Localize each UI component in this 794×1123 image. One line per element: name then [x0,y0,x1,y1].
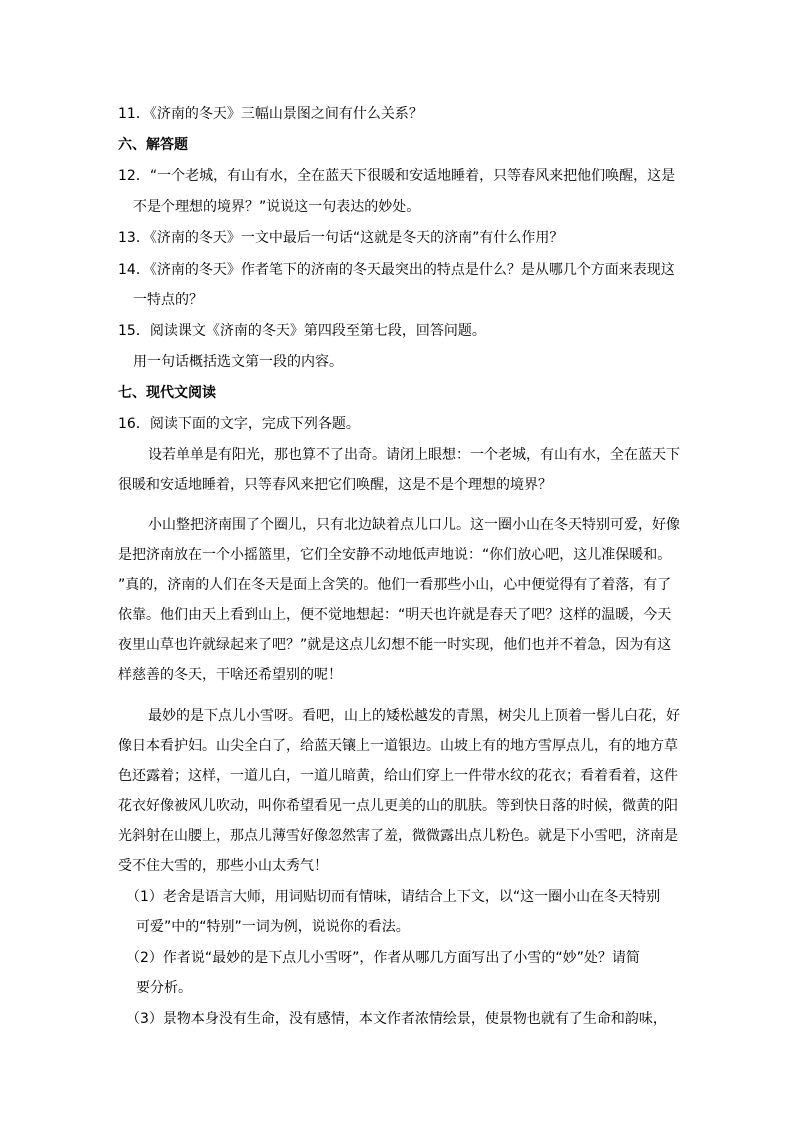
passage-p2-line-5: 夜里山草也许就绿起来了吧？”就是这点儿幻想不能一时实现，他们也并不着急，因为有这 [118,637,672,653]
question-14-line-1: 14．《济南的冬天》作者笔下的济南的冬天最突出的特点是什么？是从哪几个方面来表现这 [118,262,675,278]
passage-p2-line-4: 依靠。他们由天上看到山上，便不觉地想起：“明天也许就是春天了吧？这样的温暖，今天 [118,607,672,623]
question-11: 11．《济南的冬天》三幅山景图之间有什么关系？ [118,106,423,122]
passage-p3-line-5: 光斜射在山腰上，那点儿薄雪好像忽然害了羞，微微露出点儿粉色。就是下小雪吧，济南是 [118,828,678,844]
passage-p3-line-4: 花衣好像被风儿吹动，叫你希望看见一点儿更美的山的肌肤。等到快日落的时候，微黄的阳 [118,798,678,814]
section-6-heading: 六、解答题 [118,137,188,153]
question-13: 13．《济南的冬天》一文中最后一句话“这就是冬天的济南”有什么作用？ [118,230,564,246]
subquestion-1-line-1: （1）老舍是语言大师，用词贴切而有情味，请结合上下文，以“这一圈小山在冬天特别 [126,889,661,905]
question-12-line-2: 不是个理想的境界？”说说这一句表达的妙处。 [133,199,421,215]
question-12-line-1: 12．“一个老城，有山有水，全在蓝天下很暖和安适地睡着，只等春风来把他们唤醒，这是 [118,168,676,184]
section-7-heading: 七、现代文阅读 [118,385,216,401]
passage-p3-line-3: 色还露着；这样，一道儿白，一道儿暗黄，给山们穿上一件带水纹的花衣；看着看着，这件 [118,768,678,784]
subquestion-1-line-2: 可爱”中的“特别”一词为例，说说你的看法。 [136,919,410,935]
question-15: 15．阅读课文《济南的冬天》第四段至第七段，回答问题。 [118,323,486,339]
passage-p3-line-1: 最妙的是下点儿小雪呀。看吧，山上的矮松越发的青黑，树尖儿上顶着一髻儿白花，好 [148,708,680,724]
passage-p2-line-3: ”真的，济南的人们在冬天是面上含笑的。他们一看那些小山，心中便觉得有了着落，有了 [118,577,672,593]
question-16: 16．阅读下面的文字，完成下列各题。 [118,416,360,432]
question-14-line-2: 一特点的？ [133,292,203,308]
passage-p3-line-6: 受不住大雪的，那些小山太秀气！ [118,858,328,874]
passage-p2-line-2: 是把济南放在一个小摇篮里，它们全安静不动地低声地说：“你们放心吧，这儿准保暖和。 [118,547,672,563]
passage-p2-line-6: 样慈善的冬天，干啥还希望别的呢！ [118,667,342,683]
passage-p3-line-2: 像日本看护妇。山尖全白了，给蓝天镶上一道银边。山坡上有的地方雪厚点儿，有的地方草 [118,738,678,754]
passage-p2-line-1: 小山整把济南围了个圈儿，只有北边缺着点儿口儿。这一圈小山在冬天特别可爱，好像 [148,517,680,533]
question-15-sub: 用一句话概括选文第一段的内容。 [133,354,343,370]
subquestion-3-line-1: （3）景物本身没有生命，没有感情，本文作者浓情绘景，使景物也就有了生命和韵味， [126,1011,667,1027]
subquestion-2-line-2: 要分析。 [136,980,192,996]
passage-p1-line-2: 很暖和安适地睡着，只等春风来把它们唤醒，这是不是个理想的境界？ [118,477,552,493]
subquestion-2-line-1: （2）作者说“最妙的是下点儿小雪呀”，作者从哪几方面写出了小雪的“妙”处？请简 [126,950,640,966]
passage-p1-line-1: 设若单单是有阳光，那也算不了出奇。请闭上眼想：一个老城，有山有水，全在蓝天下 [148,447,680,463]
